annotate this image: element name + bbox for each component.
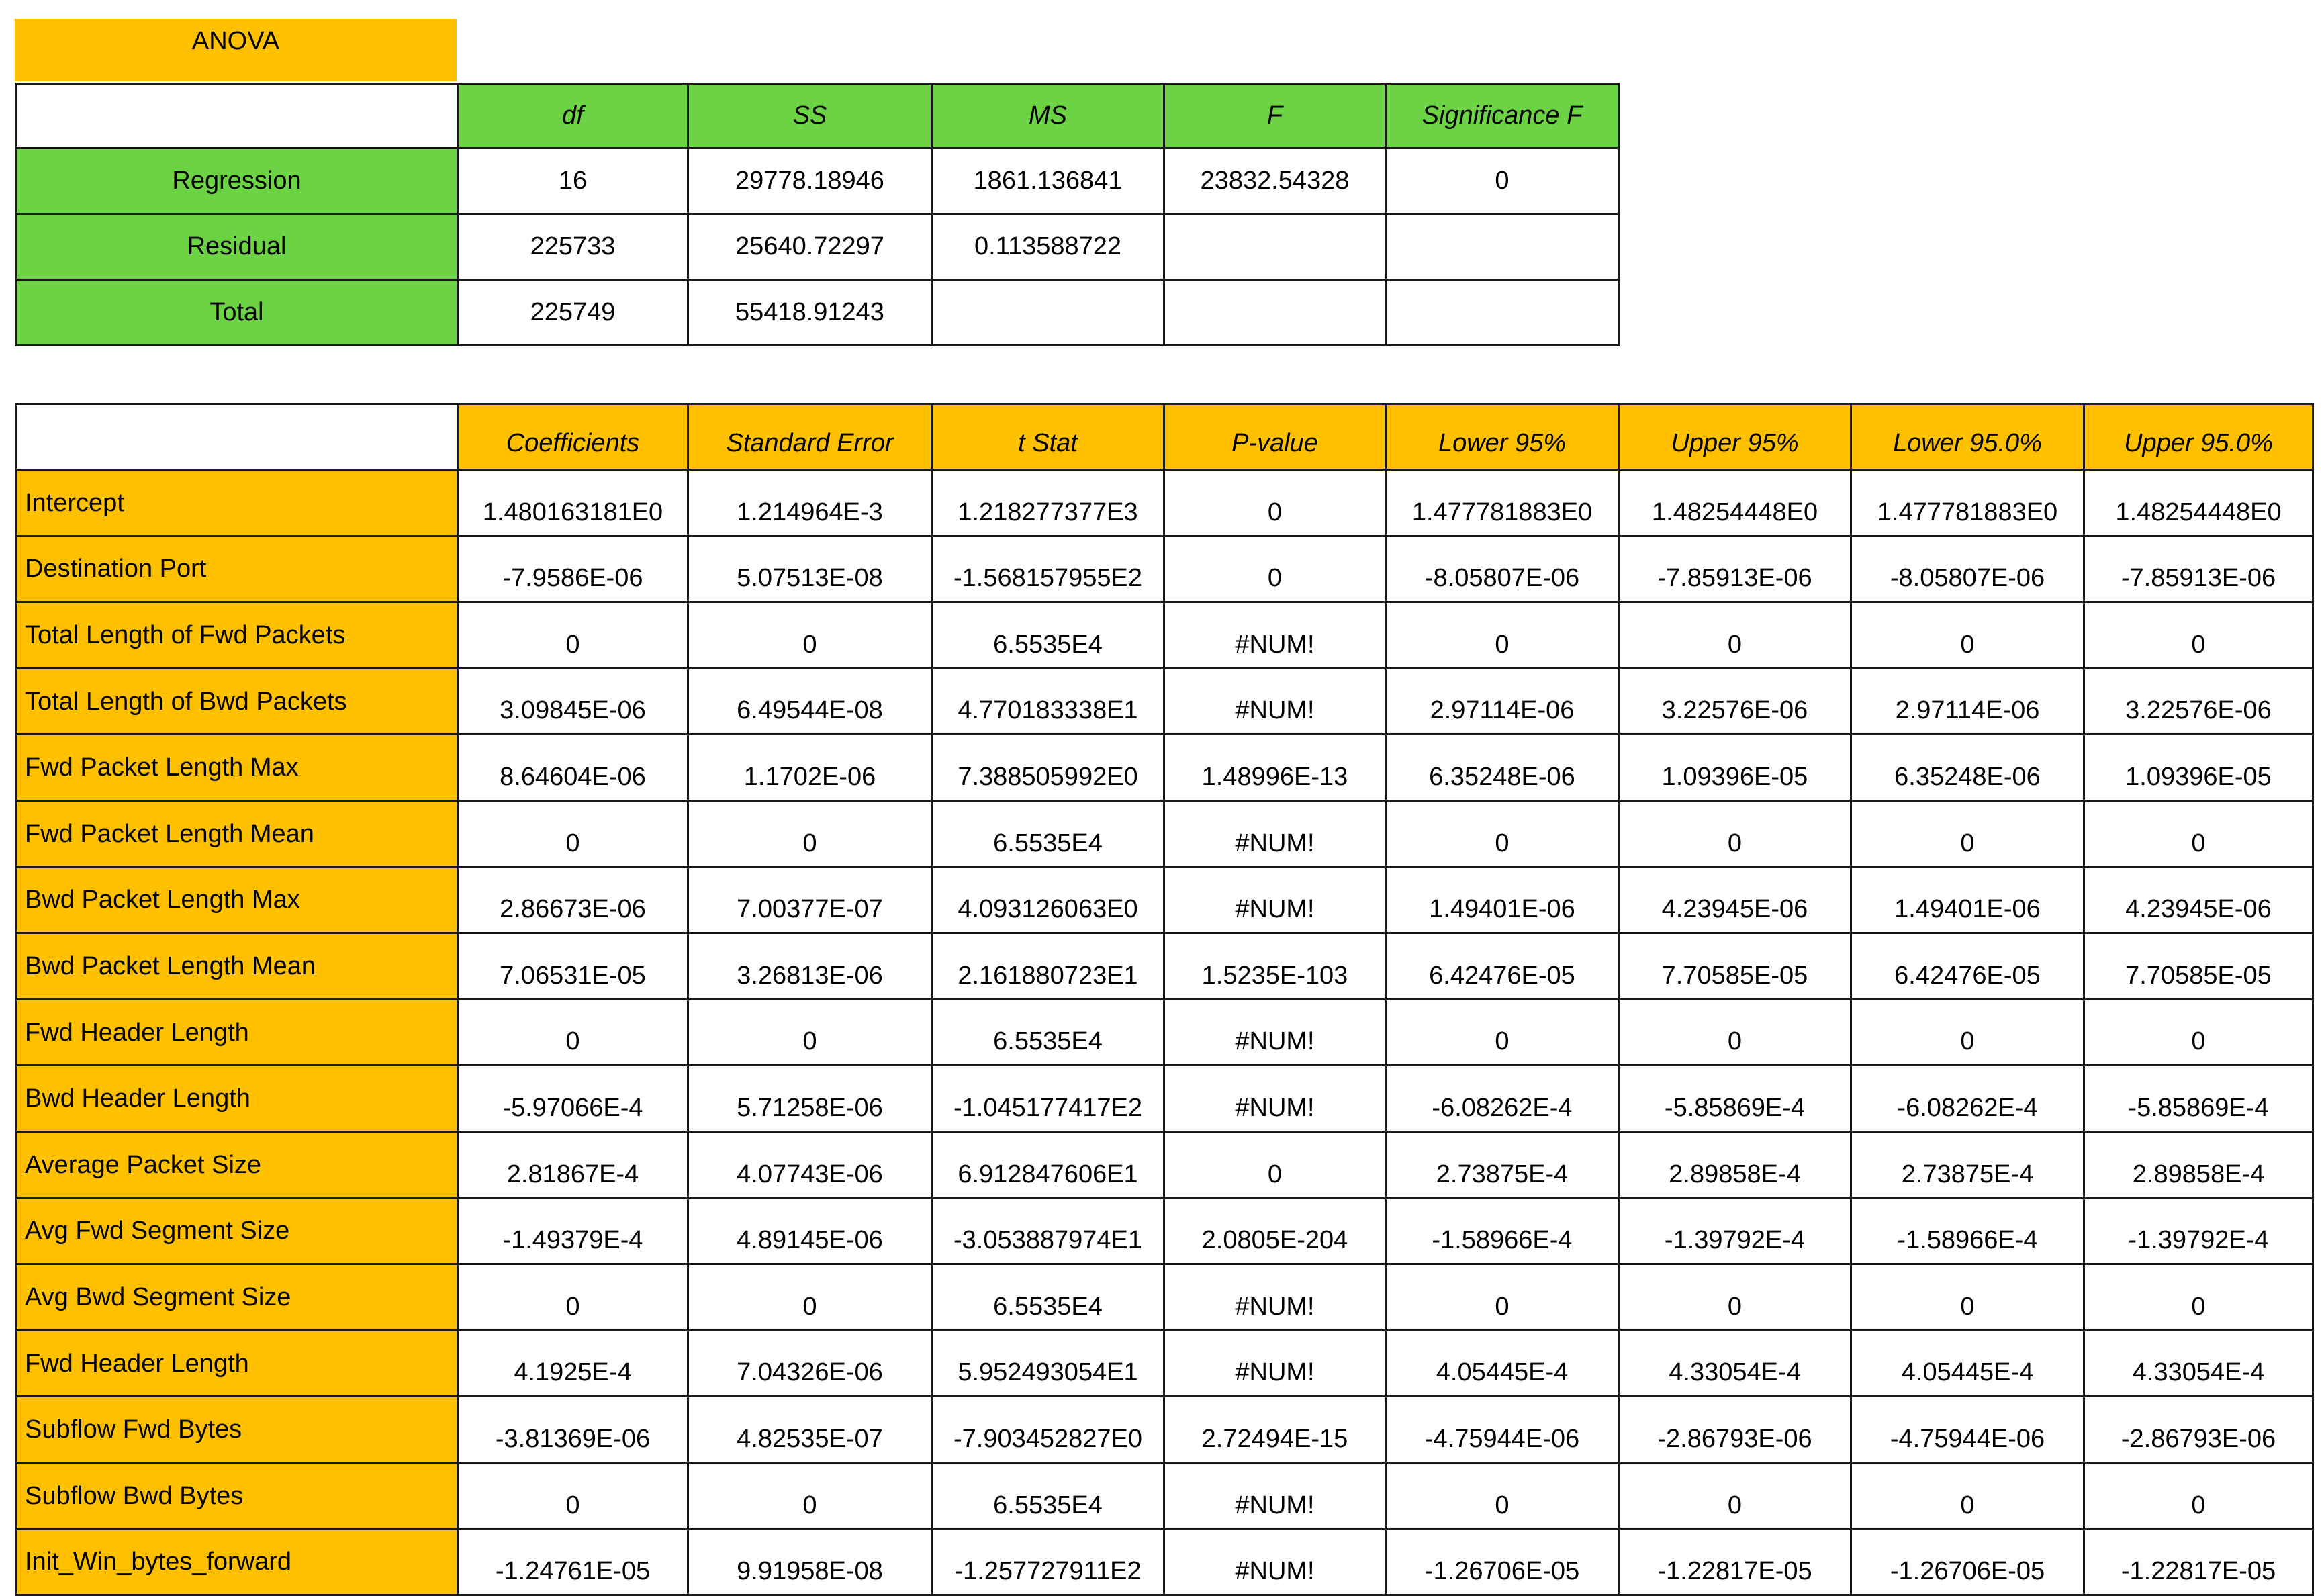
cell-upper-95: 0 (1619, 1462, 1851, 1529)
cell-t-stat: 6.5535E4 (932, 800, 1164, 867)
cell-standard-error: 5.07513E-08 (688, 536, 932, 602)
cell-coefficient: 0 (458, 1264, 688, 1331)
anova-table (15, 83, 1620, 346)
cell-upper-95-0: 0 (2084, 999, 2313, 1066)
anova-row-label: Regression (16, 148, 458, 214)
cell-upper-95-0: 0 (2084, 1462, 2313, 1529)
cell-lower-95-0: 0 (1851, 800, 2084, 867)
table-row (16, 999, 2313, 1066)
cell-coefficient: 8.64604E-06 (458, 735, 688, 801)
anova-cell-ss: 55418.91243 (688, 280, 932, 346)
cell-coefficient: 1.480163181E0 (458, 470, 688, 536)
row-label: Subflow Bwd Bytes (16, 1462, 458, 1529)
cell-p-value: 2.0805E-204 (1164, 1198, 1386, 1264)
row-label: Average Packet Size (16, 1131, 458, 1198)
row-label: Subflow Fwd Bytes (16, 1397, 458, 1463)
cell-lower-95: -1.26706E-05 (1386, 1529, 1619, 1595)
cell-upper-95-0: 0 (2084, 602, 2313, 669)
anova-cell-df: 225749 (458, 280, 688, 346)
cell-coefficient: 4.1925E-4 (458, 1330, 688, 1397)
table-row (16, 1131, 2313, 1198)
table-row (16, 800, 2313, 867)
anova-header-row (16, 84, 1619, 148)
cell-upper-95: -1.39792E-4 (1619, 1198, 1851, 1264)
cell-lower-95-0: 4.05445E-4 (1851, 1330, 2084, 1397)
row-label: Bwd Header Length (16, 1066, 458, 1132)
cell-lower-95: 0 (1386, 1462, 1619, 1529)
cell-p-value: #NUM! (1164, 1066, 1386, 1132)
header-standard-error: Standard Error (688, 404, 932, 470)
anova-cell-f: 23832.54328 (1164, 148, 1386, 214)
cell-lower-95: -4.75944E-06 (1386, 1397, 1619, 1463)
table-row (16, 470, 2313, 536)
row-label: Avg Fwd Segment Size (16, 1198, 458, 1264)
cell-upper-95: 1.48254448E0 (1619, 470, 1851, 536)
row-label: Fwd Header Length (16, 1330, 458, 1397)
anova-cell-f (1164, 280, 1386, 346)
cell-coefficient: 0 (458, 602, 688, 669)
cell-p-value: #NUM! (1164, 1529, 1386, 1595)
cell-upper-95: 1.09396E-05 (1619, 735, 1851, 801)
anova-cell-ms (932, 280, 1164, 346)
cell-lower-95-0: 6.42476E-05 (1851, 933, 2084, 1000)
anova-row-residual (16, 214, 1619, 280)
cell-coefficient: -1.49379E-4 (458, 1198, 688, 1264)
row-label: Total Length of Fwd Packets (16, 602, 458, 669)
anova-cell-ss: 29778.18946 (688, 148, 932, 214)
cell-coefficient: 2.86673E-06 (458, 867, 688, 933)
row-label: Fwd Packet Length Max (16, 735, 458, 801)
cell-upper-95: -1.22817E-05 (1619, 1529, 1851, 1595)
table-row (16, 1198, 2313, 1264)
cell-lower-95: 6.42476E-05 (1386, 933, 1619, 1000)
table-row (16, 1264, 2313, 1331)
cell-upper-95: 0 (1619, 602, 1851, 669)
cell-upper-95: 4.23945E-06 (1619, 867, 1851, 933)
cell-t-stat: 6.5535E4 (932, 1264, 1164, 1331)
cell-upper-95-0: -5.85869E-4 (2084, 1066, 2313, 1132)
anova-row-regression (16, 148, 1619, 214)
cell-coefficient: 0 (458, 1462, 688, 1529)
coefficients-table (15, 403, 2314, 1596)
cell-standard-error: 9.91958E-08 (688, 1529, 932, 1595)
row-label: Intercept (16, 470, 458, 536)
cell-upper-95: 0 (1619, 999, 1851, 1066)
cell-p-value: #NUM! (1164, 999, 1386, 1066)
anova-row-total (16, 280, 1619, 346)
table-row (16, 1397, 2313, 1463)
cell-t-stat: -3.053887974E1 (932, 1198, 1164, 1264)
cell-lower-95: -6.08262E-4 (1386, 1066, 1619, 1132)
table-row (16, 1529, 2313, 1595)
cell-upper-95: 4.33054E-4 (1619, 1330, 1851, 1397)
cell-lower-95: 2.73875E-4 (1386, 1131, 1619, 1198)
cell-t-stat: 6.5535E4 (932, 1462, 1164, 1529)
anova-header-f: F (1164, 84, 1386, 148)
cell-t-stat: -1.045177417E2 (932, 1066, 1164, 1132)
cell-lower-95-0: 0 (1851, 999, 2084, 1066)
cell-upper-95: 0 (1619, 800, 1851, 867)
table-row (16, 602, 2313, 669)
cell-coefficient: -1.24761E-05 (458, 1529, 688, 1595)
cell-upper-95: -7.85913E-06 (1619, 536, 1851, 602)
cell-p-value: #NUM! (1164, 668, 1386, 735)
anova-header-ss: SS (688, 84, 932, 148)
coefficients-corner-cell (16, 404, 458, 470)
cell-upper-95-0: 0 (2084, 1264, 2313, 1331)
cell-upper-95-0: 7.70585E-05 (2084, 933, 2313, 1000)
cell-t-stat: 5.952493054E1 (932, 1330, 1164, 1397)
anova-cell-f (1164, 214, 1386, 280)
cell-upper-95-0: -7.85913E-06 (2084, 536, 2313, 602)
anova-row-label: Residual (16, 214, 458, 280)
anova-corner-cell (16, 84, 458, 148)
cell-lower-95-0: 0 (1851, 1264, 2084, 1331)
cell-lower-95-0: 1.49401E-06 (1851, 867, 2084, 933)
cell-upper-95-0: -1.39792E-4 (2084, 1198, 2313, 1264)
cell-upper-95-0: 3.22576E-06 (2084, 668, 2313, 735)
anova-row-label: Total (16, 280, 458, 346)
anova-cell-sig: 0 (1386, 148, 1619, 214)
cell-t-stat: 7.388505992E0 (932, 735, 1164, 801)
cell-upper-95: 2.89858E-4 (1619, 1131, 1851, 1198)
anova-cell-ss: 25640.72297 (688, 214, 932, 280)
cell-upper-95-0: -2.86793E-06 (2084, 1397, 2313, 1463)
cell-standard-error: 0 (688, 1264, 932, 1331)
header-lower-95-0: Lower 95.0% (1851, 404, 2084, 470)
cell-p-value: #NUM! (1164, 1264, 1386, 1331)
row-label: Fwd Header Length (16, 999, 458, 1066)
cell-coefficient: 7.06531E-05 (458, 933, 688, 1000)
cell-coefficient: 0 (458, 999, 688, 1066)
header-p-value: P-value (1164, 404, 1386, 470)
cell-standard-error: 4.89145E-06 (688, 1198, 932, 1264)
cell-lower-95: 0 (1386, 602, 1619, 669)
cell-lower-95: 1.49401E-06 (1386, 867, 1619, 933)
header-upper-95: Upper 95% (1619, 404, 1851, 470)
cell-standard-error: 4.07743E-06 (688, 1131, 932, 1198)
cell-coefficient: -7.9586E-06 (458, 536, 688, 602)
cell-lower-95-0: 6.35248E-06 (1851, 735, 2084, 801)
cell-p-value: #NUM! (1164, 867, 1386, 933)
header-coefficients: Coefficients (458, 404, 688, 470)
cell-p-value: #NUM! (1164, 800, 1386, 867)
cell-standard-error: 1.214964E-3 (688, 470, 932, 536)
cell-coefficient: -3.81369E-06 (458, 1397, 688, 1463)
anova-cell-sig (1386, 214, 1619, 280)
cell-upper-95: 3.22576E-06 (1619, 668, 1851, 735)
anova-header-df: df (458, 84, 688, 148)
cell-upper-95: -5.85869E-4 (1619, 1066, 1851, 1132)
row-label: Bwd Packet Length Mean (16, 933, 458, 1000)
cell-upper-95: 7.70585E-05 (1619, 933, 1851, 1000)
cell-upper-95-0: 1.09396E-05 (2084, 735, 2313, 801)
table-row (16, 536, 2313, 602)
cell-t-stat: 4.770183338E1 (932, 668, 1164, 735)
cell-upper-95-0: 4.33054E-4 (2084, 1330, 2313, 1397)
cell-t-stat: 6.5535E4 (932, 999, 1164, 1066)
table-row (16, 1330, 2313, 1397)
cell-t-stat: 1.218277377E3 (932, 470, 1164, 536)
cell-standard-error: 4.82535E-07 (688, 1397, 932, 1463)
cell-p-value: #NUM! (1164, 602, 1386, 669)
header-t-stat: t Stat (932, 404, 1164, 470)
cell-t-stat: 6.912847606E1 (932, 1131, 1164, 1198)
cell-lower-95-0: -8.05807E-06 (1851, 536, 2084, 602)
anova-cell-df: 16 (458, 148, 688, 214)
cell-p-value: 1.5235E-103 (1164, 933, 1386, 1000)
cell-coefficient: -5.97066E-4 (458, 1066, 688, 1132)
cell-t-stat: 6.5535E4 (932, 602, 1164, 669)
cell-lower-95: 2.97114E-06 (1386, 668, 1619, 735)
cell-lower-95: -8.05807E-06 (1386, 536, 1619, 602)
cell-p-value: 1.48996E-13 (1164, 735, 1386, 801)
cell-t-stat: 4.093126063E0 (932, 867, 1164, 933)
cell-lower-95: 1.477781883E0 (1386, 470, 1619, 536)
cell-t-stat: -1.568157955E2 (932, 536, 1164, 602)
row-label: Init_Win_bytes_forward (16, 1529, 458, 1595)
row-label: Fwd Packet Length Mean (16, 800, 458, 867)
coefficients-body (16, 470, 2313, 1595)
row-label: Bwd Packet Length Max (16, 867, 458, 933)
table-row (16, 867, 2313, 933)
cell-standard-error: 7.00377E-07 (688, 867, 932, 933)
cell-lower-95-0: -1.58966E-4 (1851, 1198, 2084, 1264)
cell-standard-error: 0 (688, 800, 932, 867)
cell-t-stat: -1.257727911E2 (932, 1529, 1164, 1595)
cell-upper-95-0: 4.23945E-06 (2084, 867, 2313, 933)
cell-t-stat: 2.161880723E1 (932, 933, 1164, 1000)
anova-cell-df: 225733 (458, 214, 688, 280)
cell-upper-95-0: -1.22817E-05 (2084, 1529, 2313, 1595)
cell-upper-95-0: 1.48254448E0 (2084, 470, 2313, 536)
anova-cell-ms: 1861.136841 (932, 148, 1164, 214)
table-row (16, 668, 2313, 735)
anova-title: ANOVA (15, 19, 457, 81)
cell-standard-error: 0 (688, 1462, 932, 1529)
cell-p-value: #NUM! (1164, 1462, 1386, 1529)
cell-lower-95: 0 (1386, 999, 1619, 1066)
cell-standard-error: 7.04326E-06 (688, 1330, 932, 1397)
cell-p-value: 0 (1164, 470, 1386, 536)
cell-standard-error: 0 (688, 999, 932, 1066)
header-upper-95-0: Upper 95.0% (2084, 404, 2313, 470)
anova-cell-sig (1386, 280, 1619, 346)
cell-lower-95-0: 2.73875E-4 (1851, 1131, 2084, 1198)
cell-lower-95: 0 (1386, 800, 1619, 867)
cell-coefficient: 2.81867E-4 (458, 1131, 688, 1198)
cell-standard-error: 1.1702E-06 (688, 735, 932, 801)
cell-lower-95-0: -6.08262E-4 (1851, 1066, 2084, 1132)
cell-upper-95: 0 (1619, 1264, 1851, 1331)
cell-lower-95-0: 0 (1851, 602, 2084, 669)
header-lower-95: Lower 95% (1386, 404, 1619, 470)
row-label: Destination Port (16, 536, 458, 602)
cell-standard-error: 3.26813E-06 (688, 933, 932, 1000)
anova-cell-ms: 0.113588722 (932, 214, 1164, 280)
cell-lower-95-0: -1.26706E-05 (1851, 1529, 2084, 1595)
cell-lower-95: 6.35248E-06 (1386, 735, 1619, 801)
cell-lower-95: 0 (1386, 1264, 1619, 1331)
cell-lower-95: 4.05445E-4 (1386, 1330, 1619, 1397)
cell-coefficient: 0 (458, 800, 688, 867)
table-row (16, 1462, 2313, 1529)
cell-coefficient: 3.09845E-06 (458, 668, 688, 735)
cell-upper-95: -2.86793E-06 (1619, 1397, 1851, 1463)
cell-standard-error: 6.49544E-08 (688, 668, 932, 735)
cell-lower-95: -1.58966E-4 (1386, 1198, 1619, 1264)
anova-header-ms: MS (932, 84, 1164, 148)
cell-upper-95-0: 2.89858E-4 (2084, 1131, 2313, 1198)
anova-header-significance-f: Significance F (1386, 84, 1619, 148)
table-row (16, 933, 2313, 1000)
cell-p-value: 2.72494E-15 (1164, 1397, 1386, 1463)
cell-lower-95-0: -4.75944E-06 (1851, 1397, 2084, 1463)
cell-standard-error: 0 (688, 602, 932, 669)
cell-lower-95-0: 2.97114E-06 (1851, 668, 2084, 735)
cell-lower-95-0: 1.477781883E0 (1851, 470, 2084, 536)
cell-p-value: #NUM! (1164, 1330, 1386, 1397)
cell-p-value: 0 (1164, 1131, 1386, 1198)
cell-standard-error: 5.71258E-06 (688, 1066, 932, 1132)
table-row (16, 1066, 2313, 1132)
cell-upper-95-0: 0 (2084, 800, 2313, 867)
table-row (16, 735, 2313, 801)
coefficients-header-row (16, 404, 2313, 470)
cell-p-value: 0 (1164, 536, 1386, 602)
cell-lower-95-0: 0 (1851, 1462, 2084, 1529)
cell-t-stat: -7.903452827E0 (932, 1397, 1164, 1463)
row-label: Total Length of Bwd Packets (16, 668, 458, 735)
row-label: Avg Bwd Segment Size (16, 1264, 458, 1331)
